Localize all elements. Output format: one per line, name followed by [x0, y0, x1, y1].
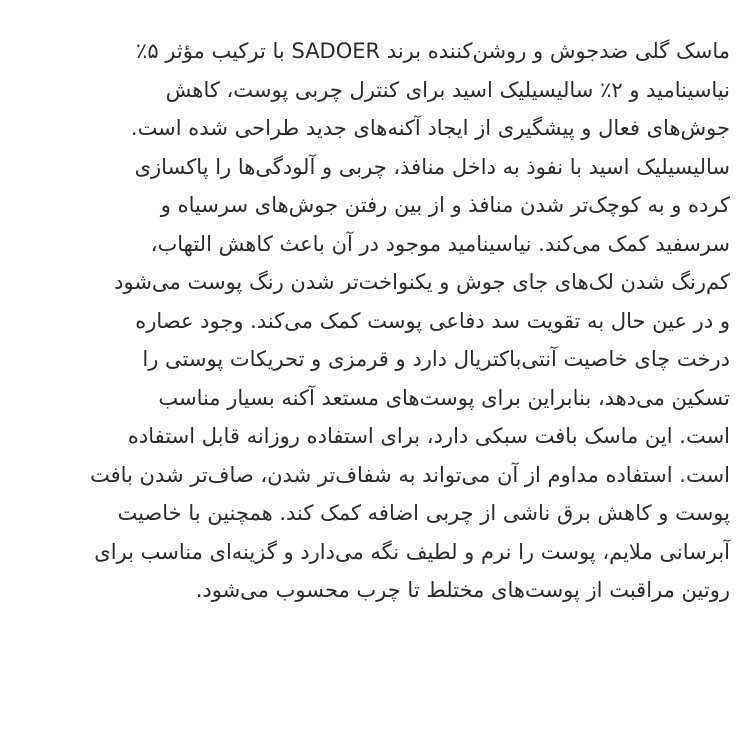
description-line: تسکین می‌دهد، بنابراین برای پوست‌های مستعد آکنه بسیار مناسب	[158, 385, 730, 410]
description-line: کم‌رنگ شدن لک‌های جای جوش و یکنواخت‌تر شدن رنگ پوست می‌شود	[114, 270, 730, 294]
description-line: پوست و کاهش برق ناشی از چربی اضافه کمک کند. همچنین با خاصیت	[117, 501, 730, 525]
description-line: و در عین حال به تقویت سد دفاعی پوست کمک می‌کند. وجود عصاره	[135, 308, 730, 333]
description-line: است. این ماسک بافت سبکی دارد، برای استفاده روزانه قابل استفاده	[127, 424, 730, 448]
description-line: آبرسانی ملایم، پوست را نرم و لطیف نگه می‌دارد و گزینه‌ای مناسب برای	[94, 539, 730, 564]
description-line: است. استفاده مداوم از آن می‌تواند به شفاف‌تر شدن، صاف‌تر شدن بافت	[89, 462, 730, 487]
description-line: نیاسینامید و ۲٪ سالیسیلیک اسید برای کنترل چربی پوست، کاهش	[165, 77, 730, 102]
description-line: سالیسیلیک اسید با نفوذ به داخل منافذ، چربی و آلودگی‌ها را پاکسازی	[134, 154, 730, 179]
product-description	[12, 32, 730, 610]
description-line: سرسفید کمک می‌کند. نیاسینامید موجود در آن باعث کاهش التهاب،	[150, 231, 730, 256]
description-line: روتین مراقبت از پوست‌های مختلط تا چرب محسوب می‌شود.	[195, 578, 730, 602]
description-line: ماسک گلی ضدجوش و روشن‌کننده برند SADOER با ترکیب مؤثر ۵٪	[136, 39, 730, 63]
description-line: درخت چای خاصیت آنتی‌باکتریال دارد و قرمزی و تحریکات پوستی را	[142, 347, 730, 371]
description-line: جوش‌های فعال و پیشگیری از ایجاد آکنه‌های جدید طراحی شده است.	[130, 116, 730, 140]
description-line: کرده و به کوچک‌تر شدن منافذ و از بین رفتن جوش‌های سرسیاه و	[160, 193, 730, 217]
